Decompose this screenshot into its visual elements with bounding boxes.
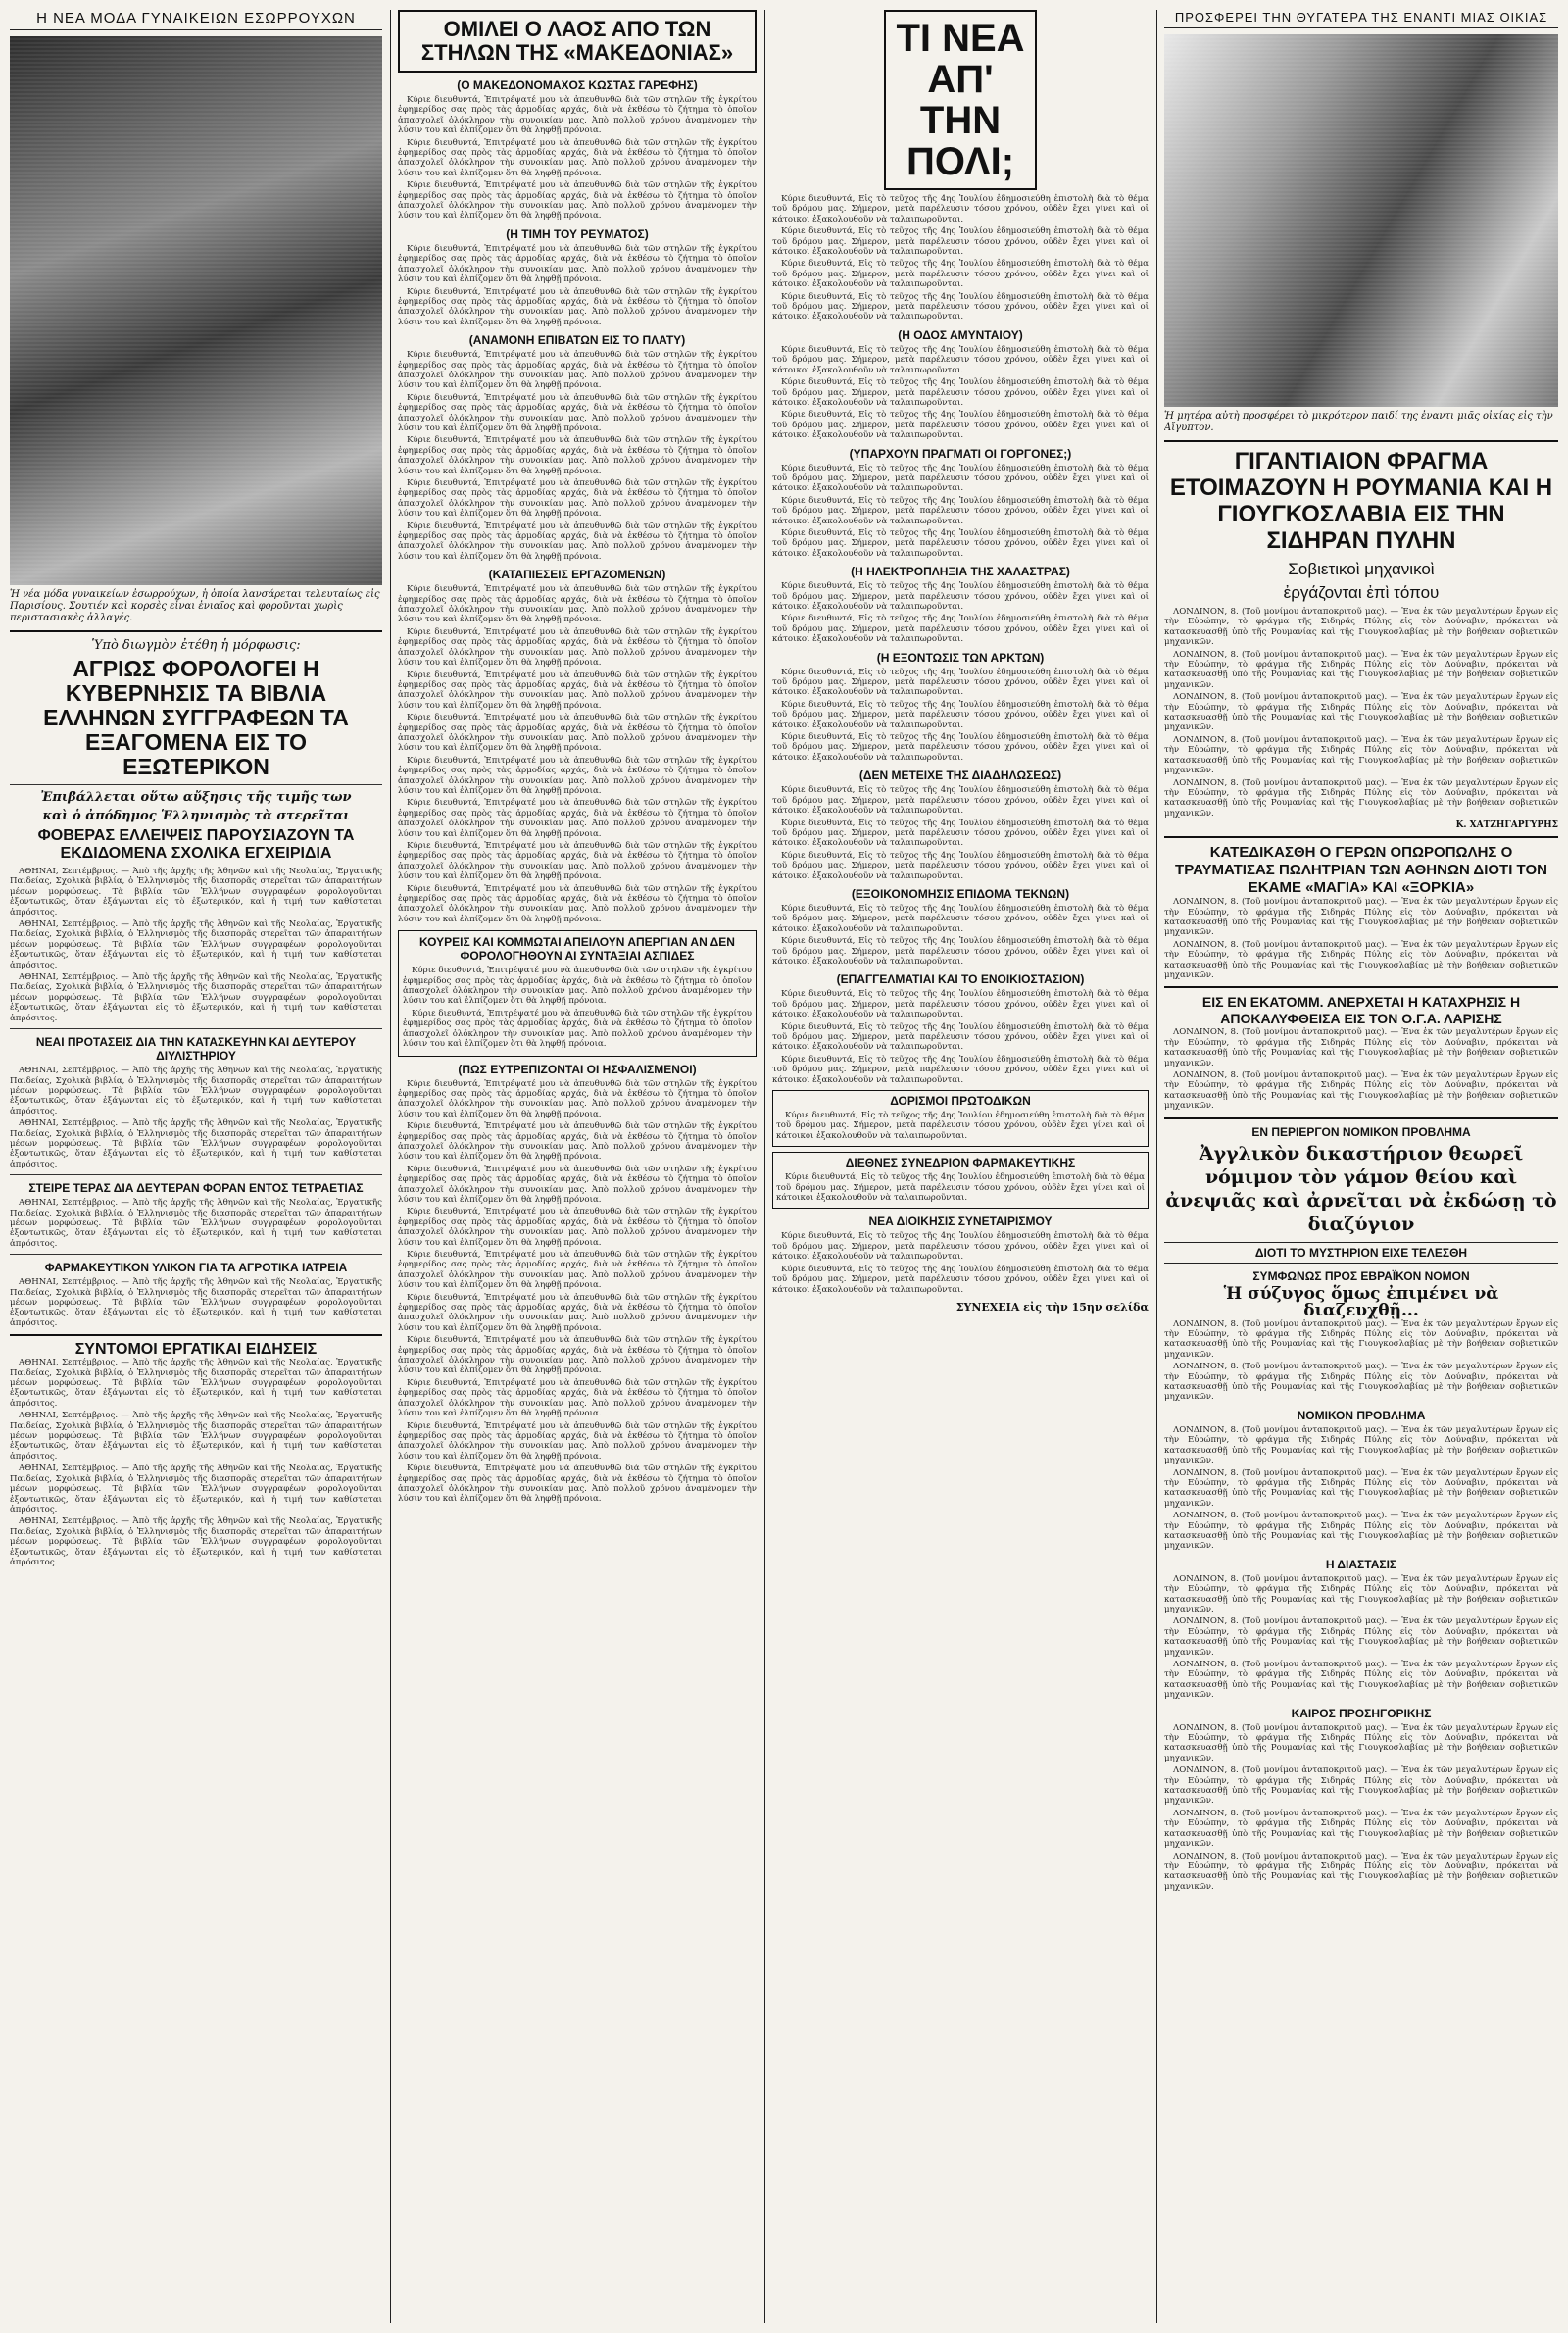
box-head: ΔΟΡΙΣΜΟΙ ΠΡΩΤΟΔΙΚΩΝ xyxy=(890,1094,1031,1109)
deck-line: καὶ ὁ ἀπόδημος Ἑλληνισμὸς τὰ στερεῖται xyxy=(42,809,350,823)
paragraph: Κύριε διευθυντά, Εἰς τὸ τεῦχος τῆς 4ης Ἰουλίου ἐδημοσιεύθη ἐπιστολὴ διὰ τὸ θέμα τοῦ δρόμου μας. Σήμερον, μετὰ παρέλευσιν τόσου χρόνου, οὐδὲν ἔχει γίνει καὶ οἱ κάτοικοι ἐξακολουθοῦν νὰ ταλαιπωροῦνται. xyxy=(772,1231,1149,1263)
paragraph: Κύριε διευθυντά, Εἰς τὸ τεῦχος τῆς 4ης Ἰουλίου ἐδημοσιεύθη ἐπιστολὴ διὰ τὸ θέμα τοῦ δρόμου μας. Σήμερον, μετὰ παρέλευσιν τόσου χρόνου, οὐδὲν ἔχει γίνει καὶ οἱ κάτοικοι ἐξακολουθοῦν νὰ ταλαιπωροῦνται. xyxy=(772,259,1149,290)
paragraph: Κύριε διευθυντά, Ἐπιτρέψατέ μου νὰ ἀπευθυνθῶ διὰ τῶν στηλῶν τῆς ἐγκρίτου ἐφημερίδος σας πρὸς τὰς ἁρμοδίας ἀρχάς, διὰ νὰ ἐκθέσω τὸ ζήτημα τὸ ὁποῖον ἀπασχολεῖ ὁλόκληρον τὴν συνοικίαν μας. Ἀπὸ πολλοῦ χρόνου ἀναμένομεν τὴν λύσιν του καὶ ἐλπίζομεν ὅτι θὰ ληφθῇ πρόνοια. xyxy=(398,1464,757,1505)
paragraph: ΛΟΝΔΙΝΟΝ, 8. (Τοῦ μονίμου ἀνταποκριτοῦ μας). — Ἐνα ἐκ τῶν μεγαλυτέρων ἔργων εἰς τὴν Εὐρώπην, τὸ φράγμα τῆς Σιδηρᾶς Πύλης εἰς τὸν Δούναβιν, πρόκειται νὰ κατασκευασθῇ ὑπὸ τῆς Ρουμανίας καὶ τῆς Γιουγκοσλαβίας μὲ τὴν βοήθειαν σοβιετικῶν μηχανικῶν. xyxy=(1164,692,1558,733)
news-box xyxy=(772,1152,1149,1209)
paragraph: ΑΘΗΝΑΙ, Σεπτέμβριος. — Ἀπὸ τῆς ἀρχῆς τῆς Ἀθηνῶν καὶ τῆς Νεολαίας, Ἐργατικῆς Παιδείας, Σχολικὰ βιβλία, ὁ Ἑλληνισμὸς τῆς διασπορᾶς στερεῖται τῶν ἀπαραιτήτων μέσων μορφώσεως. Τὰ βιβλία τῶν Ἑλλήνων συγγραφέων φορολογοῦνται ἐξοντωτικῶς, ὅταν ἐξάγωνται εἰς τὸ ἐξωτερικόν, καὶ ἡ τιμή των καθίσταται ἀπρόσιτος. xyxy=(10,919,382,970)
letter-body xyxy=(772,464,1149,560)
paragraph: ΑΘΗΝΑΙ, Σεπτέμβριος. — Ἀπὸ τῆς ἀρχῆς τῆς Ἀθηνῶν καὶ τῆς Νεολαίας, Ἐργατικῆς Παιδείας, Σχολικὰ βιβλία, ὁ Ἑλληνισμὸς τῆς διασπορᾶς στερεῖται τῶν ἀπαραιτήτων μέσων μορφώσεως. Τὰ βιβλία τῶν Ἑλλήνων συγγραφέων φορολογοῦνται ἐξοντωτικῶς, ὅταν ἐξάγωνται εἰς τὸ ἐξωτερικόν, καὶ ἡ τιμή των καθίσταται ἀπρόσιτος. xyxy=(10,1277,382,1328)
paragraph: Κύριε διευθυντά, Εἰς τὸ τεῦχος τῆς 4ης Ἰουλίου ἐδημοσιεύθη ἐπιστολὴ διὰ τὸ θέμα τοῦ δρόμου μας. Σήμερον, μετὰ παρέλευσιν τόσου χρόνου, οὐδὲν ἔχει γίνει καὶ οἱ κάτοικοι ἐξακολουθοῦν νὰ ταλαιπωροῦνται. xyxy=(772,1054,1149,1085)
article-body xyxy=(10,1066,382,1169)
divider xyxy=(10,630,382,632)
news-subhead: ΝΕΑΙ ΠΡΟΤΑΣΕΙΣ ΔΙΑ ΤΗΝ ΚΑΤΑΣΚΕΥΗΝ ΚΑΙ ΔΕΥΤΕΡΟΥ ΔΙΥΛΙΣΤΗΡΙΟΥ xyxy=(35,1035,357,1064)
paragraph: Κύριε διευθυντά, Εἰς τὸ τεῦχος τῆς 4ης Ἰουλίου ἐδημοσιεύθη ἐπιστολὴ διὰ τὸ θέμα τοῦ δρόμου μας. Σήμερον, μετὰ παρέλευσιν τόσου χρόνου, οὐδὲν ἔχει γίνει καὶ οἱ κάτοικοι ἐξακολουθοῦν νὰ ταλαιπωροῦνται. xyxy=(772,410,1149,441)
paragraph: Κύριε διευθυντά, Εἰς τὸ τεῦχος τῆς 4ης Ἰουλίου ἐδημοσιεύθη ἐπιστολὴ διὰ τὸ θέμα τοῦ δρόμου μας. Σήμερον, μετὰ παρέλευσιν τόσου χρόνου, οὐδὲν ἔχει γίνει καὶ οἱ κάτοικοι ἐξακολουθοῦν νὰ ταλαιπωροῦνται. xyxy=(772,1021,1149,1053)
column-rule xyxy=(390,10,391,2323)
article-body xyxy=(1164,607,1558,819)
paragraph: Κύριε διευθυντά, Ἐπιτρέψατέ μου νὰ ἀπευθυνθῶ διὰ τῶν στηλῶν τῆς ἐγκρίτου ἐφημερίδος σας πρὸς τὰς ἁρμοδίας ἀρχάς, διὰ νὰ ἐκθέσω τὸ ζήτημα τὸ ὁποῖον ἀπασχολεῖ ὁλόκληρον τὴν συνοικίαν μας. Ἀπὸ πολλοῦ χρόνου ἀναμένομεν τὴν λύσιν του καὶ ἐλπίζομεν ὅτι θὰ ληφθῇ πρόνοια. xyxy=(398,350,757,391)
letter-body xyxy=(772,668,1149,764)
paragraph: Κύριε διευθυντά, Ἐπιτρέψατέ μου νὰ ἀπευθυνθῶ διὰ τῶν στηλῶν τῆς ἐγκρίτου ἐφημερίδος σας πρὸς τὰς ἁρμοδίας ἀρχάς, διὰ νὰ ἐκθέσω τὸ ζήτημα τὸ ὁποῖον ἀπασχολεῖ ὁλόκληρον τὴν συνοικίαν μας. Ἀπὸ πολλοῦ χρόνου ἀναμένομεν τὴν λύσιν του καὶ ἐλπίζομεν ὅτι θὰ ληφθῇ πρόνοια. xyxy=(403,1008,752,1050)
letter-body xyxy=(398,244,757,327)
paragraph: Κύριε διευθυντά, Ἐπιτρέψατέ μου νὰ ἀπευθυνθῶ διὰ τῶν στηλῶν τῆς ἐγκρίτου ἐφημερίδος σας πρὸς τὰς ἁρμοδίας ἀρχάς, διὰ νὰ ἐκθέσω τὸ ζήτημα τὸ ὁποῖον ἀπασχολεῖ ὁλόκληρον τὴν συνοικίαν μας. Ἀπὸ πολλοῦ χρόνου ἀναμένομεν τὴν λύσιν του καὶ ἐλπίζομεν ὅτι θὰ ληφθῇ πρόνοια. xyxy=(398,286,757,327)
paragraph: Κύριε διευθυντά, Εἰς τὸ τεῦχος τῆς 4ης Ἰουλίου ἐδημοσιεύθη ἐπιστολὴ διὰ τὸ θέμα τοῦ δρόμου μας. Σήμερον, μετὰ παρέλευσιν τόσου χρόνου, οὐδὲν ἔχει γίνει καὶ οἱ κάτοικοι ἐξακολουθοῦν νὰ ταλαιπωροῦνται. xyxy=(772,850,1149,881)
paragraph: ΑΘΗΝΑΙ, Σεπτέμβριος. — Ἀπὸ τῆς ἀρχῆς τῆς Ἀθηνῶν καὶ τῆς Νεολαίας, Ἐργατικῆς Παιδείας, Σχολικὰ βιβλία, ὁ Ἑλληνισμὸς τῆς διασπορᾶς στερεῖται τῶν ἀπαραιτήτων μέσων μορφώσεως. Τὰ βιβλία τῶν Ἑλλήνων συγγραφέων φορολογοῦνται ἐξοντωτικῶς, ὅταν ἐξάγωνται εἰς τὸ ἐξωτερικόν, καὶ ἡ τιμή των καθίσταται ἀπρόσιτος. xyxy=(10,867,382,918)
paragraph: Κύριε διευθυντά, Ἐπιτρέψατέ μου νὰ ἀπευθυνθῶ διὰ τῶν στηλῶν τῆς ἐγκρίτου ἐφημερίδος σας πρὸς τὰς ἁρμοδίας ἀρχάς, διὰ νὰ ἐκθέσω τὸ ζήτημα τὸ ὁποῖον ἀπασχολεῖ ὁλόκληρον τὴν συνοικίαν μας. Ἀπὸ πολλοῦ χρόνου ἀναμένομεν τὴν λύσιν του καὶ ἐλπίζομεν ὅτι θὰ ληφθῇ πρόνοια. xyxy=(398,1420,757,1462)
paragraph: ΛΟΝΔΙΝΟΝ, 8. (Τοῦ μονίμου ἀνταποκριτοῦ μας). — Ἐνα ἐκ τῶν μεγαλυτέρων ἔργων εἰς τὴν Εὐρώπην, τὸ φράγμα τῆς Σιδηρᾶς Πύλης εἰς τὸν Δούναβιν, πρόκειται νὰ κατασκευασθῇ ὑπὸ τῆς Ρουμανίας καὶ τῆς Γιουγκοσλαβίας μὲ τὴν βοήθειαν σοβιετικῶν μηχανικῶν. xyxy=(1164,1765,1558,1807)
divider xyxy=(1164,986,1558,988)
divider xyxy=(1164,836,1558,838)
divider xyxy=(10,784,382,785)
mother-child-photo xyxy=(1164,34,1558,407)
paragraph: Κύριε διευθυντά, Ἐπιτρέψατέ μου νὰ ἀπευθυνθῶ διὰ τῶν στηλῶν τῆς ἐγκρίτου ἐφημερίδος σας πρὸς τὰς ἁρμοδίας ἀρχάς, διὰ νὰ ἐκθέσω τὸ ζήτημα τὸ ὁποῖον ἀπασχολεῖ ὁλόκληρον τὴν συνοικίαν μας. Ἀπὸ πολλοῦ χρόνου ἀναμένομεν τὴν λύσιν του καὶ ἐλπίζομεν ὅτι θὰ ληφθῇ πρόνοια. xyxy=(398,798,757,839)
legal-subhead: ΚΑΙΡΟΣ ΠΡΟΣΗΓΟΡΙΚΗΣ xyxy=(1291,1706,1432,1720)
paragraph: ΛΟΝΔΙΝΟΝ, 8. (Τοῦ μονίμου ἀνταποκριτοῦ μας). — Ἐνα ἐκ τῶν μεγαλυτέρων ἔργων εἰς τὴν Εὐρώπην, τὸ φράγμα τῆς Σιδηρᾶς Πύλης εἰς τὸν Δούναβιν, πρόκειται νὰ κατασκευασθῇ ὑπὸ τῆς Ρουμανίας καὶ τῆς Γιουγκοσλαβίας μὲ τὴν βοήθειαν σοβιετικῶν μηχανικῶν. xyxy=(1164,897,1558,938)
paragraph: Κύριε διευθυντά, Εἰς τὸ τεῦχος τῆς 4ης Ἰουλίου ἐδημοσιεύθη ἐπιστολὴ διὰ τὸ θέμα τοῦ δρόμου μας. Σήμερον, μετὰ παρέλευσιν τόσου χρόνου, οὐδὲν ἔχει γίνει καὶ οἱ κάτοικοι ἐξακολουθοῦν νὰ ταλαιπωροῦνται. xyxy=(772,903,1149,934)
paragraph: ΛΟΝΔΙΝΟΝ, 8. (Τοῦ μονίμου ἀνταποκριτοῦ μας). — Ἐνα ἐκ τῶν μεγαλυτέρων ἔργων εἰς τὴν Εὐρώπην, τὸ φράγμα τῆς Σιδηρᾶς Πύλης εἰς τὸν Δούναβιν, πρόκειται νὰ κατασκευασθῇ ὑπὸ τῆς Ρουμανίας καὶ τῆς Γιουγκοσλαβίας μὲ τὴν βοήθειαν σοβιετικῶν μηχανικῶν. xyxy=(1164,1722,1558,1763)
box-head: ΚΟΥΡΕΙΣ ΚΑΙ ΚΟΜΜΩΤΑΙ ΑΠΕΙΛΟΥΝ ΑΠΕΡΓΙΑΝ ΑΝ ΔΕΝ ΦΟΡΟΛΟΓΗΘΟΥΝ ΑΙ ΣΥΝΤΑΞΙΑΙ ΑΣΠΙΔΕΣ xyxy=(419,935,735,964)
letter-body xyxy=(398,95,757,222)
continued-note: ΣΥΝΕΧΕΙΑ εἰς τὴν 15ην σελίδα xyxy=(956,1300,1149,1314)
article-body xyxy=(1164,1425,1558,1552)
paragraph: Κύριε διευθυντά, Ἐπιτρέψατέ μου νὰ ἀπευθυνθῶ διὰ τῶν στηλῶν τῆς ἐγκρίτου ἐφημερίδος σας πρὸς τὰς ἁρμοδίας ἀρχάς, διὰ νὰ ἐκθέσω τὸ ζήτημα τὸ ὁποῖον ἀπασχολεῖ ὁλόκληρον τὴν συνοικίαν μας. Ἀπὸ πολλοῦ χρόνου ἀναμένομεν τὴν λύσιν του καὶ ἐλπίζομεν ὅτι θὰ ληφθῇ πρόνοια. xyxy=(403,966,752,1007)
legal-deck: ΣΥΜΦΩΝΩΣ ΠΡΟΣ ΕΒΡΑΪΚΟΝ ΝΟΜΟΝ xyxy=(1252,1268,1470,1283)
legal-deck: Ἡ σύζυγος ὅμως ἐπιμένει νὰ διαζευχθῇ... xyxy=(1223,1283,1499,1320)
letter-body xyxy=(398,1079,757,1505)
paragraph: Κύριε διευθυντά, Ἐπιτρέψατέ μου νὰ ἀπευθυνθῶ διὰ τῶν στηλῶν τῆς ἐγκρίτου ἐφημερίδος σας πρὸς τὰς ἁρμοδίας ἀρχάς, διὰ νὰ ἐκθέσω τὸ ζήτημα τὸ ὁποῖον ἀπασχολεῖ ὁλόκληρον τὴν συνοικίαν μας. Ἀπὸ πολλοῦ χρόνου ἀναμένομεν τὴν λύσιν του καὶ ἐλπίζομεν ὅτι θὰ ληφθῇ πρόνοια. xyxy=(398,95,757,136)
paragraph: Κύριε διευθυντά, Ἐπιτρέψατέ μου νὰ ἀπευθυνθῶ διὰ τῶν στηλῶν τῆς ἐγκρίτου ἐφημερίδος σας πρὸς τὰς ἁρμοδίας ἀρχάς, διὰ νὰ ἐκθέσω τὸ ζήτημα τὸ ὁποῖον ἀπασχολεῖ ὁλόκληρον τὴν συνοικίαν μας. Ἀπὸ πολλοῦ χρόνου ἀναμένομεν τὴν λύσιν του καὶ ἐλπίζομεν ὅτι θὰ ληφθῇ πρόνοια. xyxy=(398,180,757,222)
paragraph: ΛΟΝΔΙΝΟΝ, 8. (Τοῦ μονίμου ἀνταποκριτοῦ μας). — Ἐνα ἐκ τῶν μεγαλυτέρων ἔργων εἰς τὴν Εὐρώπην, τὸ φράγμα τῆς Σιδηρᾶς Πύλης εἰς τὸν Δούναβιν, πρόκειται νὰ κατασκευασθῇ ὑπὸ τῆς Ρουμανίας καὶ τῆς Γιουγκοσλαβίας μὲ τὴν βοήθειαν σοβιετικῶν μηχανικῶν. xyxy=(1164,1616,1558,1658)
letter-head: (Η ΟΔΟΣ ΑΜΥΝΤΑΙΟΥ) xyxy=(898,327,1023,342)
letter-body xyxy=(398,584,757,924)
paragraph: Κύριε διευθυντά, Εἰς τὸ τεῦχος τῆς 4ης Ἰουλίου ἐδημοσιεύθη ἐπιστολὴ διὰ τὸ θέμα τοῦ δρόμου μας. Σήμερον, μετὰ παρέλευσιν τόσου χρόνου, οὐδὲν ἔχει γίνει καὶ οἱ κάτοικοι ἐξακολουθοῦν νὰ ταλαιπωροῦνται. xyxy=(772,732,1149,763)
letter-body xyxy=(772,989,1149,1085)
paragraph: ΛΟΝΔΙΝΟΝ, 8. (Τοῦ μονίμου ἀνταποκριτοῦ μας). — Ἐνα ἐκ τῶν μεγαλυτέρων ἔργων εἰς τὴν Εὐρώπην, τὸ φράγμα τῆς Σιδηρᾶς Πύλης εἰς τὸν Δούναβιν, πρόκειται νὰ κατασκευασθῇ ὑπὸ τῆς Ρουμανίας καὶ τῆς Γιουγκοσλαβίας μὲ τὴν βοήθειαν σοβιετικῶν μηχανικῶν. xyxy=(1164,1070,1558,1112)
article-body xyxy=(10,867,382,1023)
article-body xyxy=(10,1358,382,1567)
paragraph: Κύριε διευθυντά, Ἐπιτρέψατέ μου νὰ ἀπευθυνθῶ διὰ τῶν στηλῶν τῆς ἐγκρίτου ἐφημερίδος σας πρὸς τὰς ἁρμοδίας ἀρχάς, διὰ νὰ ἐκθέσω τὸ ζήτημα τὸ ὁποῖον ἀπασχολεῖ ὁλόκληρον τὴν συνοικίαν μας. Ἀπὸ πολλοῦ χρόνου ἀναμένομεν τὴν λύσιν του καὶ ἐλπίζομεν ὅτι θὰ ληφθῇ πρόνοια. xyxy=(398,435,757,476)
paragraph: Κύριε διευθυντά, Ἐπιτρέψατέ μου νὰ ἀπευθυνθῶ διὰ τῶν στηλῶν τῆς ἐγκρίτου ἐφημερίδος σας πρὸς τὰς ἁρμοδίας ἀρχάς, διὰ νὰ ἐκθέσω τὸ ζήτημα τὸ ὁποῖον ἀπασχολεῖ ὁλόκληρον τὴν συνοικίαν μας. Ἀπὸ πολλοῦ χρόνου ἀναμένομεν τὴν λύσιν του καὶ ἐλπίζομεν ὅτι θὰ ληφθῇ πρόνοια. xyxy=(398,713,757,754)
secondary-headline: ΦΟΒΕΡΑΣ ΕΛΛΕΙΨΕΙΣ ΠΑΡΟΥΣΙΑΖΟΥΝ ΤΑ ΕΚΔΙΔΟΜΕΝΑ ΣΧΟΛΙΚΑ ΕΓΧΕΙΡΙΔΙΑ xyxy=(37,827,355,862)
paragraph: ΛΟΝΔΙΝΟΝ, 8. (Τοῦ μονίμου ἀνταποκριτοῦ μας). — Ἐνα ἐκ τῶν μεγαλυτέρων ἔργων εἰς τὴν Εὐρώπην, τὸ φράγμα τῆς Σιδηρᾶς Πύλης εἰς τὸν Δούναβιν, πρόκειται νὰ κατασκευασθῇ ὑπὸ τῆς Ρουμανίας καὶ τῆς Γιουγκοσλαβίας μὲ τὴν βοήθειαν σοβιετικῶν μηχανικῶν. xyxy=(1164,1851,1558,1892)
letter-head: (ΠΩΣ ΕΥΤΡΕΠΙΖΟΝΤΑΙ ΟΙ ΗΣΦΑΛΙΣΜΕΝΟΙ) xyxy=(458,1062,697,1076)
larisa-headline: ΕΙΣ ΕΝ ΕΚΑΤΟΜΜ. ΑΝΕΡΧΕΤΑΙ Η ΚΑΤΑΧΡΗΣΙΣ Η ΑΠΟΚΑΛΥΦΘΕΙΣΑ ΕΙΣ ΤΟΝ Ο.Γ.Α. ΛΑΡΙΣΗΣ xyxy=(1201,994,1521,1027)
letter-head: (ΕΠΑΓΓΕΛΜΑΤΙΑΙ ΚΑΙ ΤΟ ΕΝΟΙΚΙΟΣΤΑΣΙΟΝ) xyxy=(836,972,1085,987)
bottom-headline: ΣΥΝΤΟΜΟΙ ΕΡΓΑΤΙΚΑΙ ΕΙΔΗΣΕΙΣ xyxy=(74,1341,318,1359)
paragraph: ΑΘΗΝΑΙ, Σεπτέμβριος. — Ἀπὸ τῆς ἀρχῆς τῆς Ἀθηνῶν καὶ τῆς Νεολαίας, Ἐργατικῆς Παιδείας, Σχολικὰ βιβλία, ὁ Ἑλληνισμὸς τῆς διασπορᾶς στερεῖται τῶν ἀπαραιτήτων μέσων μορφώσεως. Τὰ βιβλία τῶν Ἑλλήνων συγγραφέων φορολογοῦνται ἐξοντωτικῶς, ὅταν ἐξάγωνται εἰς τὸ ἐξωτερικόν, καὶ ἡ τιμή των καθίσταται ἀπρόσιτος. xyxy=(10,1464,382,1514)
paragraph: Κύριε διευθυντά, Εἰς τὸ τεῦχος τῆς 4ης Ἰουλίου ἐδημοσιεύθη ἐπιστολὴ διὰ τὸ θέμα τοῦ δρόμου μας. Σήμερον, μετὰ παρέλευσιν τόσου χρόνου, οὐδὲν ἔχει γίνει καὶ οἱ κάτοικοι ἐξακολουθοῦν νὰ ταλαιπωροῦνται. xyxy=(772,989,1149,1020)
paragraph: ΛΟΝΔΙΝΟΝ, 8. (Τοῦ μονίμου ἀνταποκριτοῦ μας). — Ἐνα ἐκ τῶν μεγαλυτέρων ἔργων εἰς τὴν Εὐρώπην, τὸ φράγμα τῆς Σιδηρᾶς Πύλης εἰς τὸν Δούναβιν, πρόκειται νὰ κατασκευασθῇ ὑπὸ τῆς Ρουμανίας καὶ τῆς Γιουγκοσλαβίας μὲ τὴν βοήθειαν σοβιετικῶν μηχανικῶν. xyxy=(1164,1808,1558,1850)
photo-headline: ΠΡΟΣΦΕΡΕΙ ΤΗΝ ΘΥΓΑΤΕΡΑ ΤΗΣ ΕΝΑΝΤΙ ΜΙΑΣ ΟΙΚΙΑΣ xyxy=(1164,10,1558,28)
column-3 xyxy=(772,10,1149,2323)
paragraph: ΑΘΗΝΑΙ, Σεπτέμβριος. — Ἀπὸ τῆς ἀρχῆς τῆς Ἀθηνῶν καὶ τῆς Νεολαίας, Ἐργατικῆς Παιδείας, Σχολικὰ βιβλία, ὁ Ἑλληνισμὸς τῆς διασπορᾶς στερεῖται τῶν ἀπαραιτήτων μέσων μορφώσεως. Τὰ βιβλία τῶν Ἑλλήνων συγγραφέων φορολογοῦνται ἐξοντωτικῶς, ὅταν ἐξάγωνται εἰς τὸ ἐξωτερικόν, καὶ ἡ τιμή των καθίσταται ἀπρόσιτος. xyxy=(10,1516,382,1567)
paragraph: Κύριε διευθυντά, Εἰς τὸ τεῦχος τῆς 4ης Ἰουλίου ἐδημοσιεύθη ἐπιστολὴ διὰ τὸ θέμα τοῦ δρόμου μας. Σήμερον, μετὰ παρέλευσιν τόσου χρόνου, οὐδὲν ἔχει γίνει καὶ οἱ κάτοικοι ἐξακολουθοῦν νὰ ταλαιπωροῦνται. xyxy=(772,463,1149,494)
pre-headline: Ὑπὸ διωγμὸν ἐτέθη ἡ μόρφωσις: xyxy=(91,638,301,653)
box-head: ΝΕΑ ΔΙΟΙΚΗΣΙΣ ΣΥΝΕΤΑΙΡΙΣΜΟΥ xyxy=(868,1215,1053,1229)
article-body xyxy=(10,1198,382,1249)
paragraph: Κύριε διευθυντά, Ἐπιτρέψατέ μου νὰ ἀπευθυνθῶ διὰ τῶν στηλῶν τῆς ἐγκρίτου ἐφημερίδος σας πρὸς τὰς ἁρμοδίας ἀρχάς, διὰ νὰ ἐκθέσω τὸ ζήτημα τὸ ὁποῖον ἀπασχολεῖ ὁλόκληρον τὴν συνοικίαν μας. Ἀπὸ πολλοῦ χρόνου ἀναμένομεν τὴν λύσιν του καὶ ἐλπίζομεν ὅτι θὰ ληφθῇ πρόνοια. xyxy=(398,1121,757,1163)
fashion-photo xyxy=(10,36,382,585)
fashion-kicker: Η ΝΕΑ ΜΟΔΑ ΓΥΝΑΙΚΕΙΩΝ ΕΣΩΡΡΟΥΧΩΝ xyxy=(10,10,382,30)
deck-line: Ἐπιβάλλεται οὕτω αὔξησις τῆς τιμῆς των xyxy=(40,790,352,805)
letter-body xyxy=(772,1231,1149,1294)
article-body xyxy=(1164,1723,1558,1893)
paragraph: Κύριε διευθυντά, Ἐπιτρέψατέ μου νὰ ἀπευθυνθῶ διὰ τῶν στηλῶν τῆς ἐγκρίτου ἐφημερίδος σας πρὸς τὰς ἁρμοδίας ἀρχάς, διὰ νὰ ἐκθέσω τὸ ζήτημα τὸ ὁποῖον ἀπασχολεῖ ὁλόκληρον τὴν συνοικίαν μας. Ἀπὸ πολλοῦ χρόνου ἀναμένομεν τὴν λύσιν του καὶ ἐλπίζομεν ὅτι θὰ ληφθῇ πρόνοια. xyxy=(398,243,757,285)
news-subhead: ΣΤΕΙΡΕ ΤΕΡΑΣ ΔΙΑ ΔΕΥΤΕΡΑΝ ΦΟΡΑΝ ΕΝΤΟΣ ΤΕΤΡΑΕΤΙΑΣ xyxy=(28,1181,364,1196)
divider xyxy=(10,1254,382,1255)
letter-body xyxy=(772,581,1149,644)
paragraph: Κύριε διευθυντά, Ἐπιτρέψατέ μου νὰ ἀπευθυνθῶ διὰ τῶν στηλῶν τῆς ἐγκρίτου ἐφημερίδος σας πρὸς τὰς ἁρμοδίας ἀρχάς, διὰ νὰ ἐκθέσω τὸ ζήτημα τὸ ὁποῖον ἀπασχολεῖ ὁλόκληρον τὴν συνοικίαν μας. Ἀπὸ πολλοῦ χρόνου ἀναμένομεν τὴν λύσιν του καὶ ἐλπίζομεν ὅτι θὰ ληφθῇ πρόνοια. xyxy=(398,883,757,924)
divider xyxy=(1164,1117,1558,1119)
paragraph: Κύριε διευθυντά, Εἰς τὸ τεῦχος τῆς 4ης Ἰουλίου ἐδημοσιεύθη ἐπιστολὴ διὰ τὸ θέμα τοῦ δρόμου μας. Σήμερον, μετὰ παρέλευσιν τόσου χρόνου, οὐδὲν ἔχει γίνει καὶ οἱ κάτοικοι ἐξακολουθοῦν νὰ ταλαιπωροῦνται. xyxy=(772,377,1149,408)
article-body xyxy=(1164,1574,1558,1701)
letter-head: (Η ΕΞΟΝΤΩΣΙΣ ΤΩΝ ΑΡΚΤΩΝ) xyxy=(876,650,1045,665)
paragraph: Κύριε διευθυντά, Ἐπιτρέψατέ μου νὰ ἀπευθυνθῶ διὰ τῶν στηλῶν τῆς ἐγκρίτου ἐφημερίδος σας πρὸς τὰς ἁρμοδίας ἀρχάς, διὰ νὰ ἐκθέσω τὸ ζήτημα τὸ ὁποῖον ἀπασχολεῖ ὁλόκληρον τὴν συνοικίαν μας. Ἀπὸ πολλοῦ χρόνου ἀναμένομεν τὴν λύσιν του καὶ ἐλπίζομεν ὅτι θὰ ληφθῇ πρόνοια. xyxy=(398,670,757,711)
letter-head: (ΕΞΟΙΚΟΝΟΜΗΣΙΣ ΕΠΙΔΟΜΑ ΤΕΚΝΩΝ) xyxy=(851,886,1070,901)
paragraph: Κύριε διευθυντά, Εἰς τὸ τεῦχος τῆς 4ης Ἰουλίου ἐδημοσιεύθη ἐπιστολὴ διὰ τὸ θέμα τοῦ δρόμου μας. Σήμερον, μετὰ παρέλευσιν τόσου χρόνου, οὐδὲν ἔχει γίνει καὶ οἱ κάτοικοι ἐξακολουθοῦν νὰ ταλαιπωροῦνται. xyxy=(772,226,1149,258)
column-rule xyxy=(764,10,765,2323)
paragraph: ΛΟΝΔΙΝΟΝ, 8. (Τοῦ μονίμου ἀνταποκριτοῦ μας). — Ἐνα ἐκ τῶν μεγαλυτέρων ἔργων εἰς τὴν Εὐρώπην, τὸ φράγμα τῆς Σιδηρᾶς Πύλης εἰς τὸν Δούναβιν, πρόκειται νὰ κατασκευασθῇ ὑπὸ τῆς Ρουμανίας καὶ τῆς Γιουγκοσλαβίας μὲ τὴν βοήθειαν σοβιετικῶν μηχανικῶν. xyxy=(1164,1511,1558,1552)
box-body xyxy=(776,1172,1145,1203)
paragraph: Κύριε διευθυντά, Ἐπιτρέψατέ μου νὰ ἀπευθυνθῶ διὰ τῶν στηλῶν τῆς ἐγκρίτου ἐφημερίδος σας πρὸς τὰς ἁρμοδίας ἀρχάς, διὰ νὰ ἐκθέσω τὸ ζήτημα τὸ ὁποῖον ἀπασχολεῖ ὁλόκληρον τὴν συνοικίαν μας. Ἀπὸ πολλοῦ χρόνου ἀναμένομεν τὴν λύσιν του καὶ ἐλπίζομεν ὅτι θὰ ληφθῇ πρόνοια. xyxy=(398,137,757,178)
paragraph: Κύριε διευθυντά, Ἐπιτρέψατέ μου νὰ ἀπευθυνθῶ διὰ τῶν στηλῶν τῆς ἐγκρίτου ἐφημερίδος σας πρὸς τὰς ἁρμοδίας ἀρχάς, διὰ νὰ ἐκθέσω τὸ ζήτημα τὸ ὁποῖον ἀπασχολεῖ ὁλόκληρον τὴν συνοικίαν μας. Ἀπὸ πολλοῦ χρόνου ἀναμένομεν τὴν λύσιν του καὶ ἐλπίζομεν ὅτι θὰ ληφθῇ πρόνοια. xyxy=(398,841,757,882)
paragraph: Κύριε διευθυντά, Εἰς τὸ τεῦχος τῆς 4ης Ἰουλίου ἐδημοσιεύθη ἐπιστολὴ διὰ τὸ θέμα τοῦ δρόμου μας. Σήμερον, μετὰ παρέλευσιν τόσου χρόνου, οὐδὲν ἔχει γίνει καὶ οἱ κάτοικοι ἐξακολουθοῦν νὰ ταλαιπωροῦνται. xyxy=(772,1264,1149,1295)
paragraph: Κύριε διευθυντά, Εἰς τὸ τεῦχος τῆς 4ης Ἰουλίου ἐδημοσιεύθη ἐπιστολὴ διὰ τὸ θέμα τοῦ δρόμου μας. Σήμερον, μετὰ παρέλευσιν τόσου χρόνου, οὐδὲν ἔχει γίνει καὶ οἱ κάτοικοι ἐξακολουθοῦν νὰ ταλαιπωροῦνται. xyxy=(772,344,1149,375)
paragraph: Κύριε διευθυντά, Ἐπιτρέψατέ μου νὰ ἀπευθυνθῶ διὰ τῶν στηλῶν τῆς ἐγκρίτου ἐφημερίδος σας πρὸς τὰς ἁρμοδίας ἀρχάς, διὰ νὰ ἐκθέσω τὸ ζήτημα τὸ ὁποῖον ἀπασχολεῖ ὁλόκληρον τὴν συνοικίαν μας. Ἀπὸ πολλοῦ χρόνου ἀναμένομεν τὴν λύσιν του καὶ ἐλπίζομεν ὅτι θὰ ληφθῇ πρόνοια. xyxy=(398,1250,757,1291)
news-box xyxy=(398,930,757,1056)
paragraph: Κύριε διευθυντά, Ἐπιτρέψατέ μου νὰ ἀπευθυνθῶ διὰ τῶν στηλῶν τῆς ἐγκρίτου ἐφημερίδος σας πρὸς τὰς ἁρμοδίας ἀρχάς, διὰ νὰ ἐκθέσω τὸ ζήτημα τὸ ὁποῖον ἀπασχολεῖ ὁλόκληρον τὴν συνοικίαν μας. Ἀπὸ πολλοῦ χρόνου ἀναμένομεν τὴν λύσιν του καὶ ἐλπίζομεν ὅτι θὰ ληφθῇ πρόνοια. xyxy=(398,755,757,796)
legal-deck: ΔΙΟΤΙ ΤΟ ΜΥΣΤΗΡΙΟΝ ΕΙΧΕ ΤΕΛΕΣΘΗ xyxy=(1164,1242,1558,1264)
paragraph: ΛΟΝΔΙΝΟΝ, 8. (Τοῦ μονίμου ἀνταποκριτοῦ μας). — Ἐνα ἐκ τῶν μεγαλυτέρων ἔργων εἰς τὴν Εὐρώπην, τὸ φράγμα τῆς Σιδηρᾶς Πύλης εἰς τὸν Δούναβιν, πρόκειται νὰ κατασκευασθῇ ὑπὸ τῆς Ρουμανίας καὶ τῆς Γιουγκοσλαβίας μὲ τὴν βοήθειαν σοβιετικῶν μηχανικῶν. xyxy=(1164,1660,1558,1701)
paragraph: Κύριε διευθυντά, Ἐπιτρέψατέ μου νὰ ἀπευθυνθῶ διὰ τῶν στηλῶν τῆς ἐγκρίτου ἐφημερίδος σας πρὸς τὰς ἁρμοδίας ἀρχάς, διὰ νὰ ἐκθέσω τὸ ζήτημα τὸ ὁποῖον ἀπασχολεῖ ὁλόκληρον τὴν συνοικίαν μας. Ἀπὸ πολλοῦ χρόνου ἀναμένομεν τὴν λύσιν του καὶ ἐλπίζομεν ὅτι θὰ ληφθῇ πρόνοια. xyxy=(398,392,757,433)
paragraph: ΛΟΝΔΙΝΟΝ, 8. (Τοῦ μονίμου ἀνταποκριτοῦ μας). — Ἐνα ἐκ τῶν μεγαλυτέρων ἔργων εἰς τὴν Εὐρώπην, τὸ φράγμα τῆς Σιδηρᾶς Πύλης εἰς τὸν Δούναβιν, πρόκειται νὰ κατασκευασθῇ ὑπὸ τῆς Ρουμανίας καὶ τῆς Γιουγκοσλαβίας μὲ τὴν βοήθειαν σοβιετικῶν μηχανικῶν. xyxy=(1164,1027,1558,1068)
paragraph: ΑΘΗΝΑΙ, Σεπτέμβριος. — Ἀπὸ τῆς ἀρχῆς τῆς Ἀθηνῶν καὶ τῆς Νεολαίας, Ἐργατικῆς Παιδείας, Σχολικὰ βιβλία, ὁ Ἑλληνισμὸς τῆς διασπορᾶς στερεῖται τῶν ἀπαραιτήτων μέσων μορφώσεως. Τὰ βιβλία τῶν Ἑλλήνων συγγραφέων φορολογοῦνται ἐξοντωτικῶς, ὅταν ἐξάγωνται εἰς τὸ ἐξωτερικόν, καὶ ἡ τιμή των καθίσταται ἀπρόσιτος. xyxy=(10,1411,382,1462)
paragraph: ΛΟΝΔΙΝΟΝ, 8. (Τοῦ μονίμου ἀνταποκριτοῦ μας). — Ἐνα ἐκ τῶν μεγαλυτέρων ἔργων εἰς τὴν Εὐρώπην, τὸ φράγμα τῆς Σιδηρᾶς Πύλης εἰς τὸν Δούναβιν, πρόκειται νὰ κατασκευασθῇ ὑπὸ τῆς Ρουμανίας καὶ τῆς Γιουγκοσλαβίας μὲ τὴν βοήθειαν σοβιετικῶν μηχανικῶν. xyxy=(1164,777,1558,819)
paragraph: ΛΟΝΔΙΝΟΝ, 8. (Τοῦ μονίμου ἀνταποκριτοῦ μας). — Ἐνα ἐκ τῶν μεγαλυτέρων ἔργων εἰς τὴν Εὐρώπην, τὸ φράγμα τῆς Σιδηρᾶς Πύλης εἰς τὸν Δούναβιν, πρόκειται νὰ κατασκευασθῇ ὑπὸ τῆς Ρουμανίας καὶ τῆς Γιουγκοσλαβίας μὲ τὴν βοήθειαν σοβιετικῶν μηχανικῶν. xyxy=(1164,1318,1558,1360)
column-4 xyxy=(1164,10,1558,2323)
box-body xyxy=(403,966,752,1049)
main-headline: ΑΓΡΙΩΣ ΦΟΡΟΛΟΓΕΙ Η ΚΥΒΕΡΝΗΣΙΣ ΤΑ ΒΙΒΛΙΑ ΕΛΛΗΝΩΝ ΣΥΓΓΡΑΦΕΩΝ ΤΑ ΕΞΑΓΟΜΕΝΑ ΕΙΣ ΤΟ ΕΞΩΤΕΡΙΚΟΝ xyxy=(43,656,349,779)
paragraph: ΑΘΗΝΑΙ, Σεπτέμβριος. — Ἀπὸ τῆς ἀρχῆς τῆς Ἀθηνῶν καὶ τῆς Νεολαίας, Ἐργατικῆς Παιδείας, Σχολικὰ βιβλία, ὁ Ἑλληνισμὸς τῆς διασπορᾶς στερεῖται τῶν ἀπαραιτήτων μέσων μορφώσεως. Τὰ βιβλία τῶν Ἑλλήνων συγγραφέων φορολογοῦνται ἐξοντωτικῶς, ὅταν ἐξάγωνται εἰς τὸ ἐξωτερικόν, καὶ ἡ τιμή των καθίσταται ἀπρόσιτος. xyxy=(10,1066,382,1117)
letter-body xyxy=(772,345,1149,441)
legal-kicker: ΕΝ ΠΕΡΙΕΡΓΟΝ ΝΟΜΙΚΟΝ ΠΡΟΒΛΗΜΑ xyxy=(1251,1124,1471,1139)
box-body xyxy=(776,1111,1145,1141)
paragraph: ΛΟΝΔΙΝΟΝ, 8. (Τοῦ μονίμου ἀνταποκριτοῦ μας). — Ἐνα ἐκ τῶν μεγαλυτέρων ἔργων εἰς τὴν Εὐρώπην, τὸ φράγμα τῆς Σιδηρᾶς Πύλης εἰς τὸν Δούναβιν, πρόκειται νὰ κατασκευασθῇ ὑπὸ τῆς Ρουμανίας καὶ τῆς Γιουγκοσλαβίας μὲ τὴν βοήθειαν σοβιετικῶν μηχανικῶν. xyxy=(1164,1573,1558,1614)
paragraph: Κύριε διευθυντά, Ἐπιτρέψατέ μου νὰ ἀπευθυνθῶ διὰ τῶν στηλῶν τῆς ἐγκρίτου ἐφημερίδος σας πρὸς τὰς ἁρμοδίας ἀρχάς, διὰ νὰ ἐκθέσω τὸ ζήτημα τὸ ὁποῖον ἀπασχολεῖ ὁλόκληρον τὴν συνοικίαν μας. Ἀπὸ πολλοῦ χρόνου ἀναμένομεν τὴν λύσιν του καὶ ἐλπίζομεν ὅτι θὰ ληφθῇ πρόνοια. xyxy=(398,521,757,562)
paragraph: Κύριε διευθυντά, Ἐπιτρέψατέ μου νὰ ἀπευθυνθῶ διὰ τῶν στηλῶν τῆς ἐγκρίτου ἐφημερίδος σας πρὸς τὰς ἁρμοδίας ἀρχάς, διὰ νὰ ἐκθέσω τὸ ζήτημα τὸ ὁποῖον ἀπασχολεῖ ὁλόκληρον τὴν συνοικίαν μας. Ἀπὸ πολλοῦ χρόνου ἀναμένομεν τὴν λύσιν του καὶ ἐλπίζομεν ὅτι θὰ ληφθῇ πρόνοια. xyxy=(398,1164,757,1205)
paragraph: Κύριε διευθυντά, Εἰς τὸ τεῦχος τῆς 4ης Ἰουλίου ἐδημοσιεύθη ἐπιστολὴ διὰ τὸ θέμα τοῦ δρόμου μας. Σήμερον, μετὰ παρέλευσιν τόσου χρόνου, οὐδὲν ἔχει γίνει καὶ οἱ κάτοικοι ἐξακολουθοῦν νὰ ταλαιπωροῦνται. xyxy=(772,818,1149,849)
news-box xyxy=(772,1090,1149,1147)
divider xyxy=(10,1028,382,1029)
paragraph: Κύριε διευθυντά, Ἐπιτρέψατέ μου νὰ ἀπευθυνθῶ διὰ τῶν στηλῶν τῆς ἐγκρίτου ἐφημερίδος σας πρὸς τὰς ἁρμοδίας ἀρχάς, διὰ νὰ ἐκθέσω τὸ ζήτημα τὸ ὁποῖον ἀπασχολεῖ ὁλόκληρον τὴν συνοικίαν μας. Ἀπὸ πολλοῦ χρόνου ἀναμένομεν τὴν λύσιν του καὶ ἐλπίζομεν ὅτι θὰ ληφθῇ πρόνοια. xyxy=(398,1078,757,1119)
divider xyxy=(10,1334,382,1336)
legal-subhead: Η ΔΙΑΣΤΑΣΙΣ xyxy=(1325,1557,1397,1571)
column-1 xyxy=(10,10,382,2323)
column-rule xyxy=(1156,10,1157,2323)
legal-headline: Ἀγγλικὸν δικαστήριον θεωρεῖ νόμιμον τὸν γάμον θείου καὶ ἀνεψιᾶς καὶ ἀρνεῖται νὰ ἐκδώσῃ τὸ διαζύγιον xyxy=(1165,1142,1557,1235)
paragraph: ΛΟΝΔΙΝΟΝ, 8. (Τοῦ μονίμου ἀνταποκριτοῦ μας). — Ἐνα ἐκ τῶν μεγαλυτέρων ἔργων εἰς τὴν Εὐρώπην, τὸ φράγμα τῆς Σιδηρᾶς Πύλης εἰς τὸν Δούναβιν, πρόκειται νὰ κατασκευασθῇ ὑπὸ τῆς Ρουμανίας καὶ τῆς Γιουγκοσλαβίας μὲ τὴν βοήθειαν σοβιετικῶν μηχανικῶν. xyxy=(1164,1424,1558,1466)
paragraph: Κύριε διευθυντά, Εἰς τὸ τεῦχος τῆς 4ης Ἰουλίου ἐδημοσιεύθη ἐπιστολὴ διὰ τὸ θέμα τοῦ δρόμου μας. Σήμερον, μετὰ παρέλευσιν τόσου χρόνου, οὐδὲν ἔχει γίνει καὶ οἱ κάτοικοι ἐξακολουθοῦν νὰ ταλαιπωροῦνται. xyxy=(772,581,1149,612)
letter-body xyxy=(398,350,757,562)
paragraph: Κύριε διευθυντά, Ἐπιτρέψατέ μου νὰ ἀπευθυνθῶ διὰ τῶν στηλῶν τῆς ἐγκρίτου ἐφημερίδος σας πρὸς τὰς ἁρμοδίας ἀρχάς, διὰ νὰ ἐκθέσω τὸ ζήτημα τὸ ὁποῖον ἀπασχολεῖ ὁλόκληρον τὴν συνοικίαν μας. Ἀπὸ πολλοῦ χρόνου ἀναμένομεν τὴν λύσιν του καὶ ἐλπίζομεν ὅτι θὰ ληφθῇ πρόνοια. xyxy=(398,478,757,520)
paragraph: Κύριε διευθυντά, Ἐπιτρέψατέ μου νὰ ἀπευθυνθῶ διὰ τῶν στηλῶν τῆς ἐγκρίτου ἐφημερίδος σας πρὸς τὰς ἁρμοδίας ἀρχάς, διὰ νὰ ἐκθέσω τὸ ζήτημα τὸ ὁποῖον ἀπασχολεῖ ὁλόκληρον τὴν συνοικίαν μας. Ἀπὸ πολλοῦ χρόνου ἀναμένομεν τὴν λύσιν του καὶ ἐλπίζομεν ὅτι θὰ ληφθῇ πρόνοια. xyxy=(398,626,757,669)
paragraph: ΛΟΝΔΙΝΟΝ, 8. (Τοῦ μονίμου ἀνταποκριτοῦ μας). — Ἐνα ἐκ τῶν μεγαλυτέρων ἔργων εἰς τὴν Εὐρώπην, τὸ φράγμα τῆς Σιδηρᾶς Πύλης εἰς τὸν Δούναβιν, πρόκειται νὰ κατασκευασθῇ ὑπὸ τῆς Ρουμανίας καὶ τῆς Γιουγκοσλαβίας μὲ τὴν βοήθειαν σοβιετικῶν μηχανικῶν. xyxy=(1164,939,1558,980)
letters-banner: ΟΜΙΛΕΙ Ο ΛΑΟΣ ΑΠΟ ΤΩΝ ΣΤΗΛΩΝ ΤΗΣ «ΜΑΚΕΔΟΝΙΑΣ» xyxy=(398,10,757,73)
letter-head: (Η ΗΛΕΚΤΡΟΠΛΗΞΙΑ ΤΗΣ ΧΑΛΑΣΤΡΑΣ) xyxy=(851,565,1070,579)
divider xyxy=(10,1174,382,1175)
paragraph: Κύριε διευθυντά, Εἰς τὸ τεῦχος τῆς 4ης Ἰουλίου ἐδημοσιεύθη ἐπιστολὴ διὰ τὸ θέμα τοῦ δρόμου μας. Σήμερον, μετὰ παρέλευσιν τόσου χρόνου, οὐδὲν ἔχει γίνει καὶ οἱ κάτοικοι ἐξακολουθοῦν νὰ ταλαιπωροῦνται. xyxy=(772,527,1149,559)
fashion-caption: Ἡ νέα μόδα γυναικείων ἐσωρρούχων, ἡ ὁποία λανσάρεται τελευταίως εἰς Παρισίους. Σουτιέν καὶ κορσὲς εἶναι ἑνιαῖος καὶ φοροῦνται χωρὶς περιστασιακὲς ἀλλαγές. xyxy=(10,589,380,623)
letter-head: (ΥΠΑΡΧΟΥΝ ΠΡΑΓΜΑΤΙ ΟΙ ΓΟΡΓΟΝΕΣ;) xyxy=(849,446,1072,461)
byline: Κ. ΧΑΤΖΗΓΑΡΓΥΡΗΣ xyxy=(1455,820,1558,831)
paragraph: Κύριε διευθυντά, Εἰς τὸ τεῦχος τῆς 4ης Ἰουλίου ἐδημοσιεύθη ἐπιστολὴ διὰ τὸ θέμα τοῦ δρόμου μας. Σήμερον, μετὰ παρέλευσιν τόσου χρόνου, οὐδὲν ἔχει γίνει καὶ οἱ κάτοικοι ἐξακολουθοῦν νὰ ταλαιπωροῦνται. xyxy=(772,614,1149,645)
paragraph: ΛΟΝΔΙΝΟΝ, 8. (Τοῦ μονίμου ἀνταποκριτοῦ μας). — Ἐνα ἐκ τῶν μεγαλυτέρων ἔργων εἰς τὴν Εὐρώπην, τὸ φράγμα τῆς Σιδηρᾶς Πύλης εἰς τὸν Δούναβιν, πρόκειται νὰ κατασκευασθῇ ὑπὸ τῆς Ρουμανίας καὶ τῆς Γιουγκοσλαβίας μὲ τὴν βοήθειαν σοβιετικῶν μηχανικῶν. xyxy=(1164,1467,1558,1509)
paragraph: Κύριε διευθυντά, Ἐπιτρέψατέ μου νὰ ἀπευθυνθῶ διὰ τῶν στηλῶν τῆς ἐγκρίτου ἐφημερίδος σας πρὸς τὰς ἁρμοδίας ἀρχάς, διὰ νὰ ἐκθέσω τὸ ζήτημα τὸ ὁποῖον ἀπασχολεῖ ὁλόκληρον τὴν συνοικίαν μας. Ἀπὸ πολλοῦ χρόνου ἀναμένομεν τὴν λύσιν του καὶ ἐλπίζομεν ὅτι θὰ ληφθῇ πρόνοια. xyxy=(398,1377,757,1419)
paragraph: ΛΟΝΔΙΝΟΝ, 8. (Τοῦ μονίμου ἀνταποκριτοῦ μας). — Ἐνα ἐκ τῶν μεγαλυτέρων ἔργων εἰς τὴν Εὐρώπην, τὸ φράγμα τῆς Σιδηρᾶς Πύλης εἰς τὸν Δούναβιν, πρόκειται νὰ κατασκευασθῇ ὑπὸ τῆς Ρουμανίας καὶ τῆς Γιουγκοσλαβίας μὲ τὴν βοήθειαν σοβιετικῶν μηχανικῶν. xyxy=(1164,734,1558,776)
letter-head: (ΔΕΝ ΜΕΤΕΙΧΕ ΤΗΣ ΔΙΑΔΗΛΩΣΕΩΣ) xyxy=(858,769,1062,783)
column-2 xyxy=(398,10,757,2323)
paragraph: Κύριε διευθυντά, Εἰς τὸ τεῦχος τῆς 4ης Ἰουλίου ἐδημοσιεύθη ἐπιστολὴ διὰ τὸ θέμα τοῦ δρόμου μας. Σήμερον, μετὰ παρέλευσιν τόσου χρόνου, οὐδὲν ἔχει γίνει καὶ οἱ κάτοικοι ἐξακολουθοῦν νὰ ταλαιπωροῦνται. xyxy=(772,291,1149,323)
paragraph: ΑΘΗΝΑΙ, Σεπτέμβριος. — Ἀπὸ τῆς ἀρχῆς τῆς Ἀθηνῶν καὶ τῆς Νεολαίας, Ἐργατικῆς Παιδείας, Σχολικὰ βιβλία, ὁ Ἑλληνισμὸς τῆς διασπορᾶς στερεῖται τῶν ἀπαραιτήτων μέσων μορφώσεως. Τὰ βιβλία τῶν Ἑλλήνων συγγραφέων φορολογοῦνται ἐξοντωτικῶς, ὅταν ἐξάγωνται εἰς τὸ ἐξωτερικόν, καὶ ἡ τιμή των καθίσταται ἀπρόσιτος. xyxy=(10,1358,382,1409)
letter-head: (Ο ΜΑΚΕΔΟΝΟΜΑΧΟΣ ΚΩΣΤΑΣ ΓΑΡΕΦΗΣ) xyxy=(457,78,698,92)
paragraph: ΑΘΗΝΑΙ, Σεπτέμβριος. — Ἀπὸ τῆς ἀρχῆς τῆς Ἀθηνῶν καὶ τῆς Νεολαίας, Ἐργατικῆς Παιδείας, Σχολικὰ βιβλία, ὁ Ἑλληνισμὸς τῆς διασπορᾶς στερεῖται τῶν ἀπαραιτήτων μέσων μορφώσεως. Τὰ βιβλία τῶν Ἑλλήνων συγγραφέων φορολογοῦνται ἐξοντωτικῶς, ὅταν ἐξάγωνται εἰς τὸ ἐξωτερικόν, καὶ ἡ τιμή των καθίσταται ἀπρόσιτος. xyxy=(10,1118,382,1169)
article-body xyxy=(1164,897,1558,980)
paragraph: Κύριε διευθυντά, Εἰς τὸ τεῦχος τῆς 4ης Ἰουλίου ἐδημοσιεύθη ἐπιστολὴ διὰ τὸ θέμα τοῦ δρόμου μας. Σήμερον, μετὰ παρέλευσιν τόσου χρόνου, οὐδὲν ἔχει γίνει καὶ οἱ κάτοικοι ἐξακολουθοῦν νὰ ταλαιπωροῦνται. xyxy=(772,699,1149,730)
paragraph: Κύριε διευθυντά, Εἰς τὸ τεῦχος τῆς 4ης Ἰουλίου ἐδημοσιεύθη ἐπιστολὴ διὰ τὸ θέμα τοῦ δρόμου μας. Σήμερον, μετὰ παρέλευσιν τόσου χρόνου, οὐδὲν ἔχει γίνει καὶ οἱ κάτοικοι ἐξακολουθοῦν νὰ ταλαιπωροῦνται. xyxy=(772,785,1149,817)
letter-body xyxy=(772,194,1149,323)
paragraph: ΑΘΗΝΑΙ, Σεπτέμβριος. — Ἀπὸ τῆς ἀρχῆς τῆς Ἀθηνῶν καὶ τῆς Νεολαίας, Ἐργατικῆς Παιδείας, Σχολικὰ βιβλία, ὁ Ἑλληνισμὸς τῆς διασπορᾶς στερεῖται τῶν ἀπαραιτήτων μέσων μορφώσεως. Τὰ βιβλία τῶν Ἑλλήνων συγγραφέων φορολογοῦνται ἐξοντωτικῶς, ὅταν ἐξάγωνται εἰς τὸ ἐξωτερικόν, καὶ ἡ τιμή των καθίσταται ἀπρόσιτος. xyxy=(10,972,382,1023)
deck-line: ἐργάζονται ἐπὶ τόπου xyxy=(1283,583,1440,602)
deck-line: Σοβιετικοὶ μηχανικοὶ xyxy=(1288,560,1435,578)
divider xyxy=(1164,440,1558,442)
paragraph: Κύριε διευθυντά, Ἐπιτρέψατέ μου νὰ ἀπευθυνθῶ διὰ τῶν στηλῶν τῆς ἐγκρίτου ἐφημερίδος σας πρὸς τὰς ἁρμοδίας ἀρχάς, διὰ νὰ ἐκθέσω τὸ ζήτημα τὸ ὁποῖον ἀπασχολεῖ ὁλόκληρον τὴν συνοικίαν μας. Ἀπὸ πολλοῦ χρόνου ἀναμένομεν τὴν λύσιν του καὶ ἐλπίζομεν ὅτι θὰ ληφθῇ πρόνοια. xyxy=(398,1335,757,1376)
city-news-banner: ΤΙ ΝΕΑ ΑΠ' ΤΗΝ ΠΟΛΙ; xyxy=(884,10,1037,190)
paragraph: Κύριε διευθυντά, Ἐπιτρέψατέ μου νὰ ἀπευθυνθῶ διὰ τῶν στηλῶν τῆς ἐγκρίτου ἐφημερίδος σας πρὸς τὰς ἁρμοδίας ἀρχάς, διὰ νὰ ἐκθέσω τὸ ζήτημα τὸ ὁποῖον ἀπασχολεῖ ὁλόκληρον τὴν συνοικίαν μας. Ἀπὸ πολλοῦ χρόνου ἀναμένομεν τὴν λύσιν του καὶ ἐλπίζομεν ὅτι θὰ ληφθῇ πρόνοια. xyxy=(398,1292,757,1333)
article-body xyxy=(10,1277,382,1328)
letter-body xyxy=(772,904,1149,967)
letter-head: (ΚΑΤΑΠΙΕΣΕΙΣ ΕΡΓΑΖΟΜΕΝΩΝ) xyxy=(488,568,666,582)
news-subhead: ΦΑΡΜΑΚΕΥΤΙΚΟΝ ΥΛΙΚΟΝ ΓΙΑ ΤΑ ΑΓΡΟΤΙΚΑ ΙΑΤΡΕΙΑ xyxy=(44,1261,348,1275)
paragraph: Κύριε διευθυντά, Εἰς τὸ τεῦχος τῆς 4ης Ἰουλίου ἐδημοσιεύθη ἐπιστολὴ διὰ τὸ θέμα τοῦ δρόμου μας. Σήμερον, μετὰ παρέλευσιν τόσου χρόνου, οὐδὲν ἔχει γίνει καὶ οἱ κάτοικοι ἐξακολουθοῦν νὰ ταλαιπωροῦνται. xyxy=(772,667,1149,698)
letter-body xyxy=(772,785,1149,881)
paragraph: Κύριε διευθυντά, Εἰς τὸ τεῦχος τῆς 4ης Ἰουλίου ἐδημοσιεύθη ἐπιστολὴ διὰ τὸ θέμα τοῦ δρόμου μας. Σήμερον, μετὰ παρέλευσιν τόσου χρόνου, οὐδὲν ἔχει γίνει καὶ οἱ κάτοικοι ἐξακολουθοῦν νὰ ταλαιπωροῦνται. xyxy=(772,495,1149,526)
legal-subhead: ΝΟΜΙΚΟΝ ΠΡΟΒΛΗΜΑ xyxy=(1297,1408,1426,1422)
article-body xyxy=(1164,1319,1558,1403)
article-body xyxy=(1164,1027,1558,1111)
letter-head: (ΑΝΑΜΟΝΗ ΕΠΙΒΑΤΩΝ ΕΙΣ ΤΟ ΠΛΑΤΥ) xyxy=(468,333,686,348)
paragraph: ΛΟΝΔΙΝΟΝ, 8. (Τοῦ μονίμου ἀνταποκριτοῦ μας). — Ἐνα ἐκ τῶν μεγαλυτέρων ἔργων εἰς τὴν Εὐρώπην, τὸ φράγμα τῆς Σιδηρᾶς Πύλης εἰς τὸν Δούναβιν, πρόκειται νὰ κατασκευασθῇ ὑπὸ τῆς Ρουμανίας καὶ τῆς Γιουγκοσλαβίας μὲ τὴν βοήθειαν σοβιετικῶν μηχανικῶν. xyxy=(1164,649,1558,690)
paragraph: Κύριε διευθυντά, Εἰς τὸ τεῦχος τῆς 4ης Ἰουλίου ἐδημοσιεύθη ἐπιστολὴ διὰ τὸ θέμα τοῦ δρόμου μας. Σήμερον, μετὰ παρέλευσιν τόσου χρόνου, οὐδὲν ἔχει γίνει καὶ οἱ κάτοικοι ἐξακολουθοῦν νὰ ταλαιπωροῦνται. xyxy=(772,936,1149,967)
letter-head: (Η ΤΙΜΗ ΤΟΥ ΡΕΥΜΑΤΟΣ) xyxy=(506,226,649,241)
paragraph: ΛΟΝΔΙΝΟΝ, 8. (Τοῦ μονίμου ἀνταποκριτοῦ μας). — Ἐνα ἐκ τῶν μεγαλυτέρων ἔργων εἰς τὴν Εὐρώπην, τὸ φράγμα τῆς Σιδηρᾶς Πύλης εἰς τὸν Δούναβιν, πρόκειται νὰ κατασκευασθῇ ὑπὸ τῆς Ρουμανίας καὶ τῆς Γιουγκοσλαβίας μὲ τὴν βοήθειαν σοβιετικῶν μηχανικῶν. xyxy=(1164,1362,1558,1403)
paragraph: Κύριε διευθυντά, Εἰς τὸ τεῦχος τῆς 4ης Ἰουλίου ἐδημοσιεύθη ἐπιστολὴ διὰ τὸ θέμα τοῦ δρόμου μας. Σήμερον, μετὰ παρέλευσιν τόσου χρόνου, οὐδὲν ἔχει γίνει καὶ οἱ κάτοικοι ἐξακολουθοῦν νὰ ταλαιπωροῦνται. xyxy=(772,194,1149,224)
paragraph: Κύριε διευθυντά, Ἐπιτρέψατέ μου νὰ ἀπευθυνθῶ διὰ τῶν στηλῶν τῆς ἐγκρίτου ἐφημερίδος σας πρὸς τὰς ἁρμοδίας ἀρχάς, διὰ νὰ ἐκθέσω τὸ ζήτημα τὸ ὁποῖον ἀπασχολεῖ ὁλόκληρον τὴν συνοικίαν μας. Ἀπὸ πολλοῦ χρόνου ἀναμένομεν τὴν λύσιν του καὶ ἐλπίζομεν ὅτι θὰ ληφθῇ πρόνοια. xyxy=(398,584,757,625)
paragraph: ΑΘΗΝΑΙ, Σεπτέμβριος. — Ἀπὸ τῆς ἀρχῆς τῆς Ἀθηνῶν καὶ τῆς Νεολαίας, Ἐργατικῆς Παιδείας, Σχολικὰ βιβλία, ὁ Ἑλληνισμὸς τῆς διασπορᾶς στερεῖται τῶν ἀπαραιτήτων μέσων μορφώσεως. Τὰ βιβλία τῶν Ἑλλήνων συγγραφέων φορολογοῦνται ἐξοντωτικῶς, ὅταν ἐξάγωνται εἰς τὸ ἐξωτερικόν, καὶ ἡ τιμή των καθίσταται ἀπρόσιτος. xyxy=(10,1198,382,1249)
paragraph: Κύριε διευθυντά, Εἰς τὸ τεῦχος τῆς 4ης Ἰουλίου ἐδημοσιεύθη ἐπιστολὴ διὰ τὸ θέμα τοῦ δρόμου μας. Σήμερον, μετὰ παρέλευσιν τόσου χρόνου, οὐδὲν ἔχει γίνει καὶ οἱ κάτοικοι ἐξακολουθοῦν νὰ ταλαιπωροῦνται. xyxy=(776,1172,1145,1204)
paragraph: Κύριε διευθυντά, Εἰς τὸ τεῦχος τῆς 4ης Ἰουλίου ἐδημοσιεύθη ἐπιστολὴ διὰ τὸ θέμα τοῦ δρόμου μας. Σήμερον, μετὰ παρέλευσιν τόσου χρόνου, οὐδὲν ἔχει γίνει καὶ οἱ κάτοικοι ἐξακολουθοῦν νὰ ταλαιπωροῦνται. xyxy=(776,1111,1145,1141)
paragraph: Κύριε διευθυντά, Ἐπιτρέψατέ μου νὰ ἀπευθυνθῶ διὰ τῶν στηλῶν τῆς ἐγκρίτου ἐφημερίδος σας πρὸς τὰς ἁρμοδίας ἀρχάς, διὰ νὰ ἐκθέσω τὸ ζήτημα τὸ ὁποῖον ἀπασχολεῖ ὁλόκληρον τὴν συνοικίαν μας. Ἀπὸ πολλοῦ χρόνου ἀναμένομεν τὴν λύσιν του καὶ ἐλπίζομεν ὅτι θὰ ληφθῇ πρόνοια. xyxy=(398,1207,757,1248)
box-head: ΔΙΕΘΝΕΣ ΣΥΝΕΔΡΙΟΝ ΦΑΡΜΑΚΕΥΤΙΚΗΣ xyxy=(845,1156,1076,1170)
paragraph: ΛΟΝΔΙΝΟΝ, 8. (Τοῦ μονίμου ἀνταποκριτοῦ μας). — Ἐνα ἐκ τῶν μεγαλυτέρων ἔργων εἰς τὴν Εὐρώπην, τὸ φράγμα τῆς Σιδηρᾶς Πύλης εἰς τὸν Δούναβιν, πρόκειται νὰ κατασκευασθῇ ὑπὸ τῆς Ρουμανίας καὶ τῆς Γιουγκοσλαβίας μὲ τὴν βοήθειαν σοβιετικῶν μηχανικῶν. xyxy=(1164,607,1558,648)
photo-caption: Ἡ μητέρα αὐτὴ προσφέρει τὸ μικρότερον παιδί της ἐναντι μιᾶς οἰκίας εἰς τὴν Αἴγυπτον. xyxy=(1164,411,1553,433)
dam-headline: ΓΙΓΑΝΤΙΑΙΟΝ ΦΡΑΓΜΑ ΕΤΟΙΜΑΖΟΥΝ Η ΡΟΥΜΑΝΙΑ ΚΑΙ Η ΓΙΟΥΓΚΟΣΛΑΒΙΑ ΕΙΣ ΤΗΝ ΣΙΔΗΡΑΝ ΠΥΛΗΝ xyxy=(1169,448,1553,554)
court-headline: ΚΑΤΕΔΙΚΑΣΘΗ Ο ΓΕΡΩΝ ΟΠΩΡΟΠΩΛΗΣ Ο ΤΡΑΥΜΑΤΙΣΑΣ ΠΩΛΗΤΡΙΑΝ ΤΩΝ ΑΘΗΝΩΝ ΔΙΟΤΙ ΤΟΝ ΕΚΑΜΕ «ΜΑΓΙΑ» ΚΑΙ «ΞΟΡΚΙΑ» xyxy=(1175,844,1547,897)
